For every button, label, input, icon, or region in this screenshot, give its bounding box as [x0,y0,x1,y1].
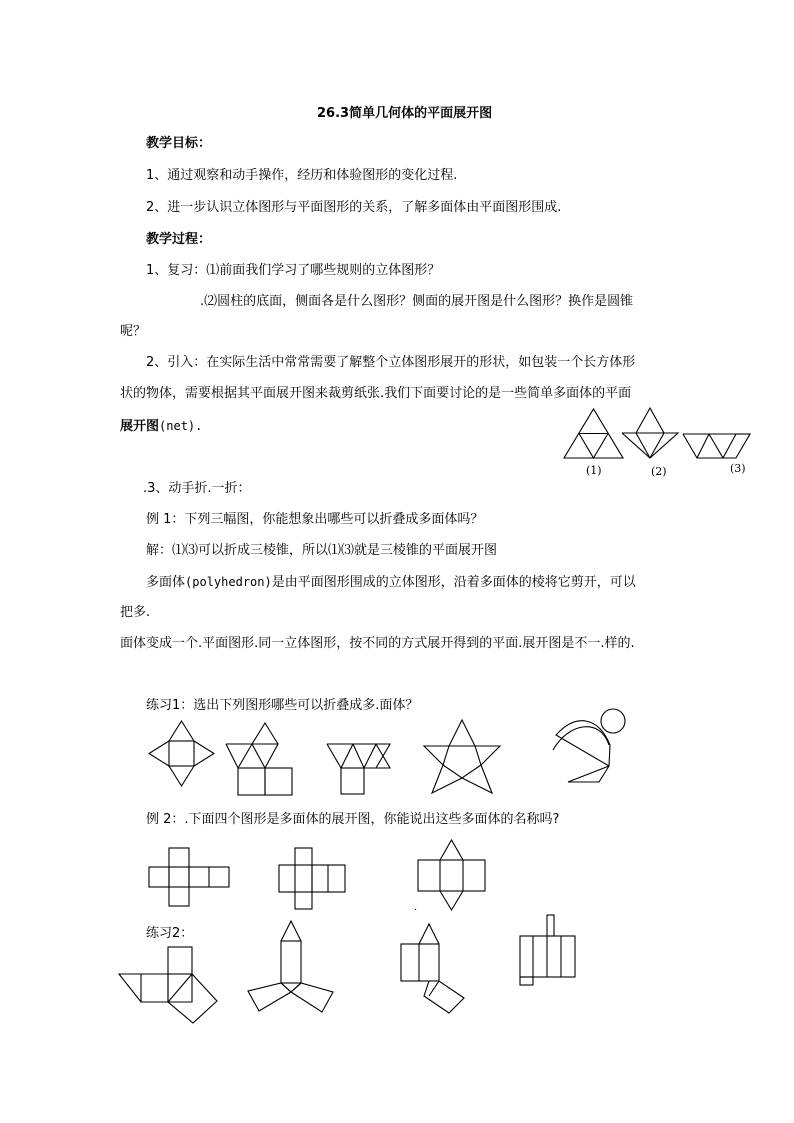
intro-line-2: 状的物体，需要根据其平面展开图来裁剪纸张.我们下面要讨论的是一些简单多面体的平面 [120,386,632,401]
exercise2-shape-2 [248,921,333,1012]
exercise1-shape-triangle-row-with-square [327,744,390,794]
review-question-1: 1、复习：⑴前面我们学习了哪些规则的立体图形？ [146,263,441,278]
net-term-english: (net). [159,419,203,433]
page-title: 26.3简单几何体的平面展开图 [317,106,493,121]
solution: 解：⑴⑶可以折成三棱锥，所以⑴⑶就是三棱锥的平面展开图 [146,543,498,558]
exercise2-shape-4 [520,915,575,985]
figure-label-1: (1) [586,464,602,477]
example2-cross-net [149,848,229,906]
polyhedron-definition-line-2: 把多. [120,605,151,620]
example2-prism-net [279,848,345,909]
example-1: 例 1：下列三幅图，你能想象出哪些可以折叠成多面体吗？ [146,512,484,527]
step-3-heading: .3、动手折.一折： [143,481,251,496]
review-question-2-continued: 呢？ [120,324,147,339]
polyhedron-definition-text: 是由平面图形围成的立体图形，沿着多面体的棱将它剪开，可以 [271,575,636,590]
stray-mark: . [414,902,418,913]
intro-line-1: 2、引入：在实际生活中常常需要了解整个立体图形展开的形状，如包装一个长方体形 [146,355,636,370]
process-heading: 教学过程： [146,232,212,247]
example2-triangular-prism-net [418,840,485,910]
exercise2-shape-3 [401,924,464,1013]
review-question-2: .⑵圆柱的底面，侧面各是什么图形？侧面的展开图是什么图形？换作是圆锥 [200,294,634,309]
goal-1: 1、通过观察和动手操作，经历和体验图形的变化过程. [146,168,458,183]
net-term: 展开图 [120,419,160,434]
exercise1-shape-semicircle-with-circle [553,709,625,782]
exercise-2: 练习2： [146,926,194,941]
exercise1-shape-triangles-over-squares [226,723,292,795]
polyhedron-term-english: (polyhedron) [185,575,272,589]
exercise1-shape-square-with-triangles [149,721,214,786]
figure-label-2: (2) [651,465,667,478]
example-2: 例 2：.下面四个图形是多面体的展开图，你能说出这些多面体的名称吗? [146,812,560,827]
goal-2: 2、进一步认识立体图形与平面图形的关系，了解多面体由平面图形围成. [146,200,562,215]
goals-heading: 教学目标： [146,136,212,151]
exercise2-shape-1 [119,947,217,1023]
polyhedron-definition-line-3: 面体变成一个.平面图形.同一立体图形，按不同的方式展开得到的平面.展开图是不一.样的. [120,636,635,651]
figure-label-3: (3) [730,462,746,475]
polyhedron-term: 多面体 [146,575,186,590]
exercise-1: 练习1：选出下列图形哪些可以折叠成多.面体？ [146,698,419,713]
net-figure-1 [564,409,623,458]
net-figure-3 [683,434,750,458]
net-figure-2 [622,408,678,458]
exercise1-shape-star [424,720,500,793]
